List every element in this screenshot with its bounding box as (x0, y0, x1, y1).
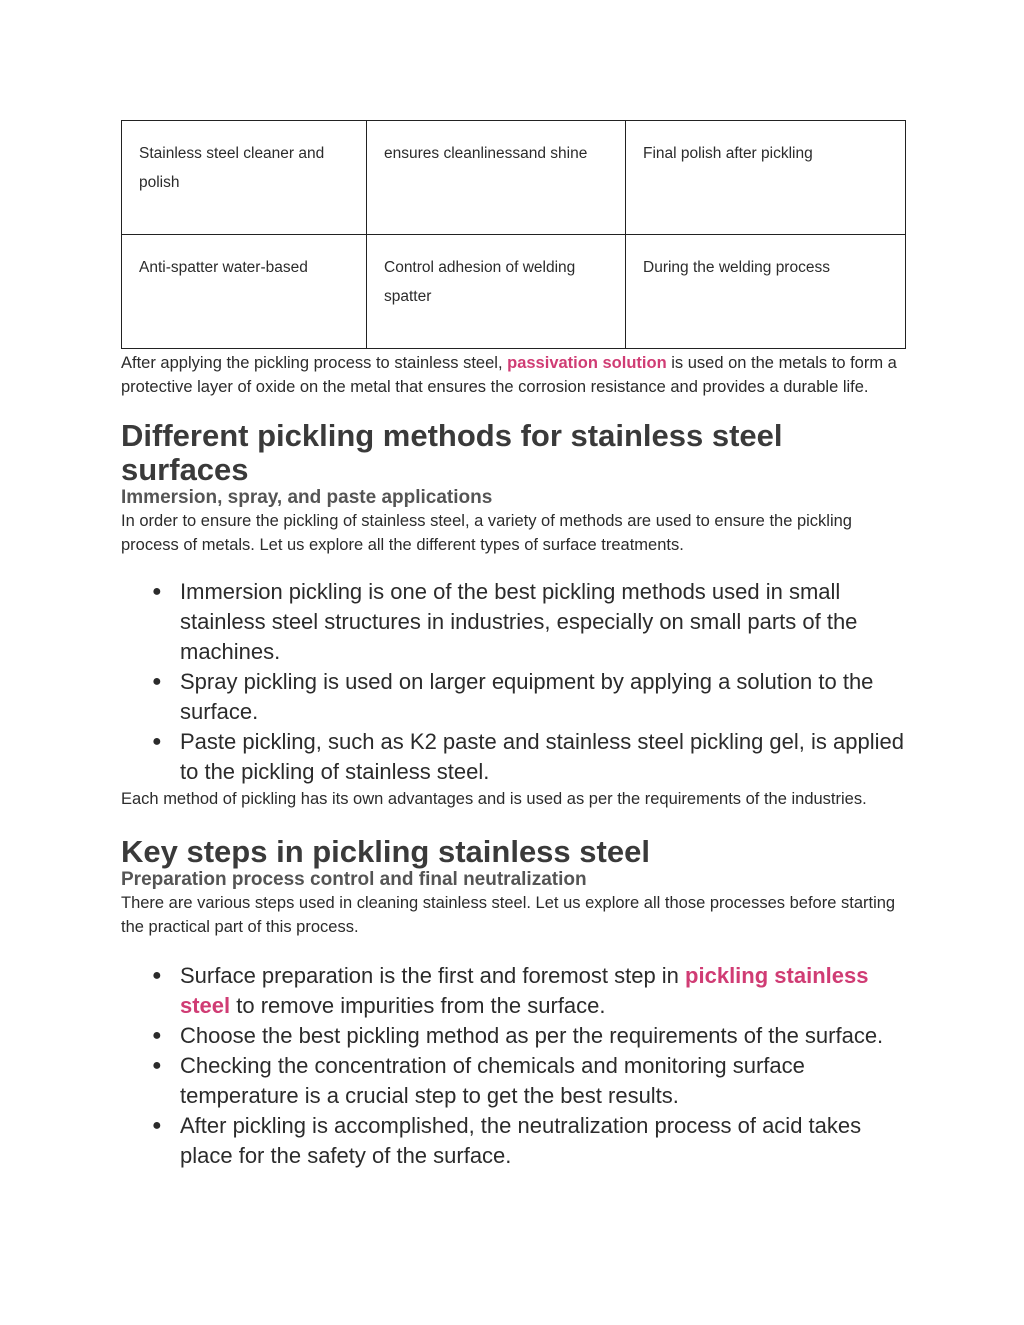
list-item: ● Paste pickling, such as K2 paste and stainless steel pickling gel, is applied to the pickling of stainless steel. (152, 729, 904, 784)
section-heading-pickling-methods: Different pickling methods for stainless steel surfaces (121, 418, 783, 487)
table-row (122, 121, 906, 235)
list-item: ● Choose the best pickling method as per the requirements of the surface. (180, 1021, 905, 1051)
table-cell: Control adhesion of welding spatter (367, 235, 626, 349)
table-cell: Final polish after pickling (626, 121, 906, 235)
bullet-icon: ● (152, 967, 162, 984)
section-subheading-applications: Immersion, spray, and paste applications (121, 487, 493, 508)
section1-paragraph: In order to ensure the pickling of stainless steel, a variety of methods are used to ensure the pickling process of metals. Let us explore all the different types of surface treatments. (121, 512, 852, 554)
passivation-solution-link[interactable]: passivation solution (507, 354, 667, 372)
document-page (121, 120, 905, 1171)
section1-closing: Each method of pickling has its own advantages and is used as per the requirements of the industries. (121, 790, 867, 808)
intro-paragraph: After applying the pickling process to stainless steel, passivation solution is used on the metals to form a protective layer of oxide on the metal that ensures the corrosion resistance and provides a durable life. (121, 354, 897, 396)
table-cell: ensures cleanlinessand shine (367, 121, 626, 235)
section-heading-key-steps: Key steps in pickling stainless steel (121, 834, 650, 869)
pickling-methods-list (121, 577, 905, 787)
products-table (121, 120, 906, 349)
key-steps-list (121, 961, 905, 1171)
pickling-stainless-steel-link[interactable]: pickling stainless steel (180, 963, 869, 1018)
table-cell: During the welding process (626, 235, 906, 349)
list-item: ● Spray pickling is used on larger equipment by applying a solution to the surface. (152, 669, 874, 724)
section-subheading-preparation: Preparation process control and final neutralization (121, 869, 587, 890)
list-item: ● Surface preparation is the first and foremost step in pickling stainless steel to remove impurities from the surface. (152, 963, 869, 1018)
bullet-icon: ● (152, 583, 162, 600)
bullet-icon: ● (152, 1027, 162, 1044)
bullet-icon: ● (152, 1057, 162, 1074)
list-item: ● Checking the concentration of chemicals and monitoring surface temperature is a crucial step to get the best results. (152, 1053, 805, 1108)
section2-paragraph: There are various steps used in cleaning stainless steel. Let us explore all those processes before starting the practical part of this process. (121, 894, 896, 936)
table-cell: Anti-spatter water-based (122, 235, 367, 349)
bullet-icon: ● (152, 673, 162, 690)
list-item: ● Immersion pickling is one of the best pickling methods used in small stainless steel structures in industries, especially on small parts of the machines. (152, 579, 858, 664)
table-cell: Stainless steel cleaner and polish (122, 121, 367, 235)
list-item: ● After pickling is accomplished, the neutralization process of acid takes place for the safety of the surface. (152, 1113, 862, 1168)
table-row (122, 235, 906, 349)
bullet-icon: ● (152, 733, 162, 750)
bullet-icon: ● (152, 1117, 162, 1134)
